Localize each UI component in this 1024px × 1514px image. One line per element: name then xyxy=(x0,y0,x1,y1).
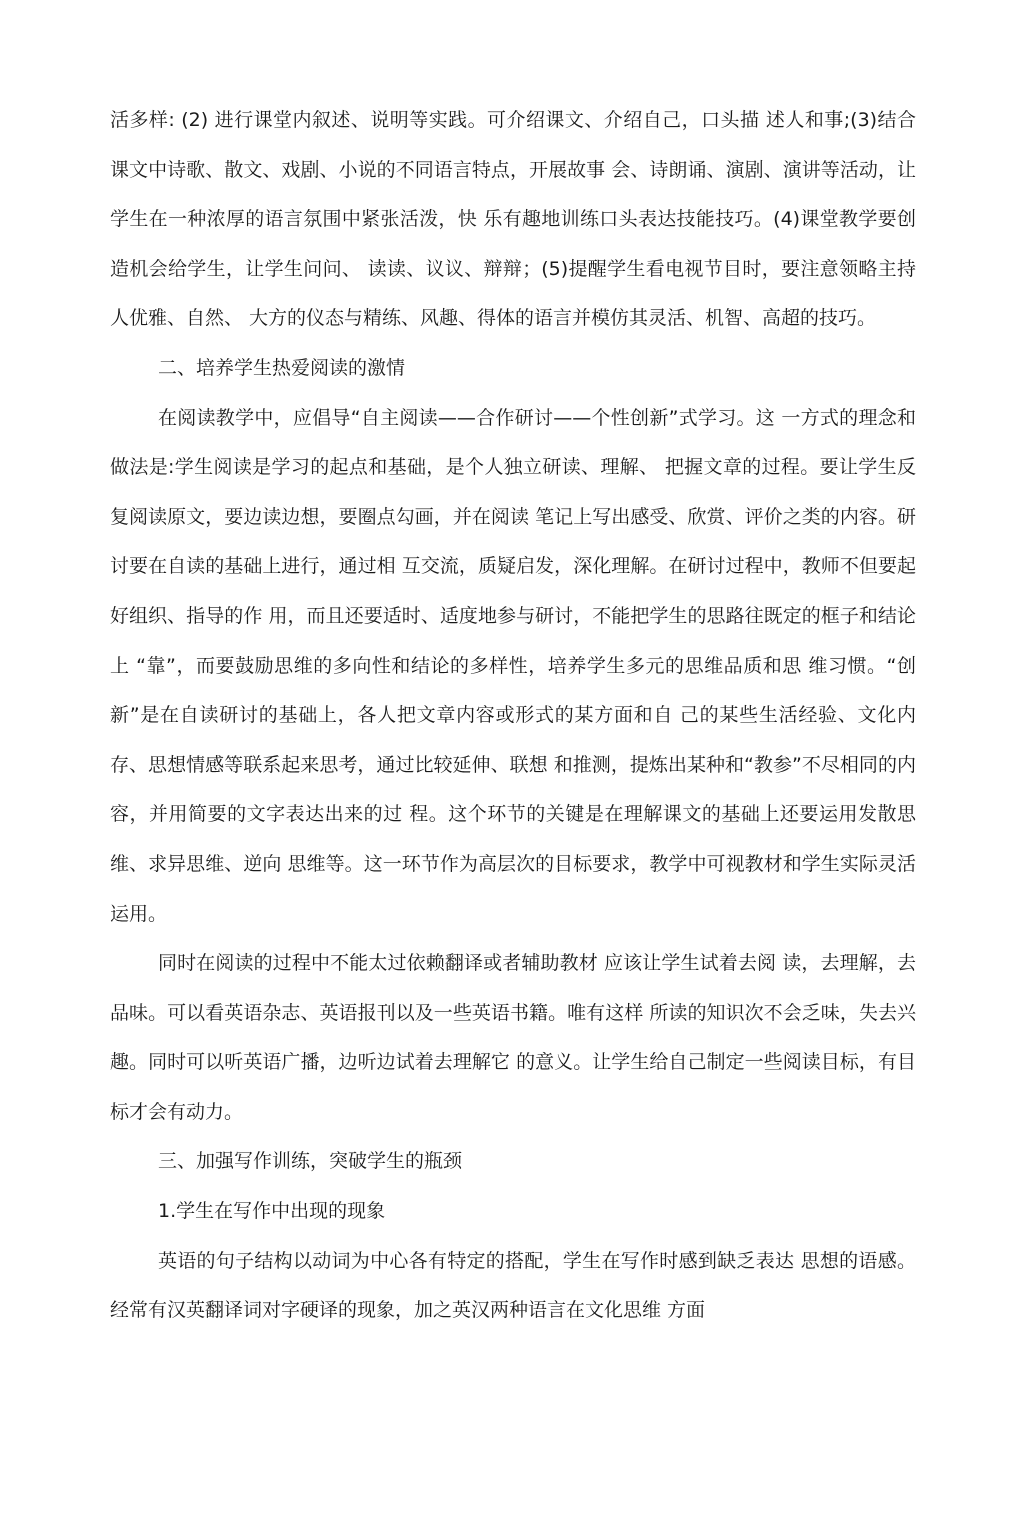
paragraph-reading-method: 在阅读教学中，应倡导“自主阅读——合作研讨——个性创新”式学习。这 一方式的理念和做法是:学生阅读是学习的起点和基础，是个人独立研读、理解、 把握文章的过程。要让学生反复阅读原文，要边读边想，要圈点勾画，并在阅读 笔记上写出感受、欣赏、评价之类的内容。研讨要在自读的基础上进行，通过相 互交流，质疑启发，深化理解。在研讨过程中，教师不但要起好组织、指导的作 用，而且还要适时、适度地参与研讨，不能把学生的思路往既定的框子和结论上 “靠”，而要鼓励思维的多向性和结论的多样性，培养学生多元的思维品质和思 维习惯。“创新”是在自读研讨的基础上，各人把文章内容或形式的某方面和自 己的某些生活经验、文化内存、思想情感等联系起来思考，通过比较延伸、联想 和推测，提炼出某种和“教参”不尽相同的内容，并用简要的文字表达出来的过 程。这个环节的关键是在理解课文的基础上还要运用发散思维、求异思维、逆向 思维等。这一环节作为高层次的目标要求，教学中可视教材和学生实际灵活运用。 xyxy=(110,406,916,925)
section-heading-writing: 三、加强写作训练，突破学生的瓶颈 xyxy=(158,1150,463,1173)
document-page xyxy=(110,96,916,1336)
subsection-heading-writing-issues: 1.学生在写作中出现的现象 xyxy=(158,1200,386,1223)
section-heading-reading: 二、培养学生热爱阅读的激情 xyxy=(158,356,406,379)
paragraph-speaking-practice: 活多样: (2) 进行课堂内叙述、说明等实践。可介绍课文、介绍自己，口头描 述人和事;(3)结合课文中诗歌、散文、戏剧、小说的不同语言特点，开展故事 会、诗朗诵、演剧、演讲等活动，让学生在一种浓厚的语言氛围中紧张活泼，快 乐有趣地训练口头表达技能技巧。(4)课堂教学要创造机会给学生，让学生问问、 读读、议议、辩辩；(5)提醒学生看电视节目时，要注意领略主持人优雅、自然、 大方的仪态与精练、风趣、得体的语言并模仿其灵活、机智、高超的技巧。 xyxy=(110,109,916,330)
paragraph-writing-issues: 英语的句子结构以动词为中心各有特定的搭配，学生在写作时感到缺乏表达 思想的语感。经常有汉英翻译词对字硬译的现象，加之英汉两种语言在文化思维 方面 xyxy=(110,1249,916,1322)
paragraph-reading-materials: 同时在阅读的过程中不能太过依赖翻译或者辅助教材 应该让学生试着去阅 读，去理解，去品味。可以看英语杂志、英语报刊以及一些英语书籍。唯有这样 所读的知识次不会乏味，失去兴趣。同时可以听英语广播，边听边试着去理解它 的意义。让学生给自己制定一些阅读目标，有目标才会有动力。 xyxy=(110,952,916,1123)
